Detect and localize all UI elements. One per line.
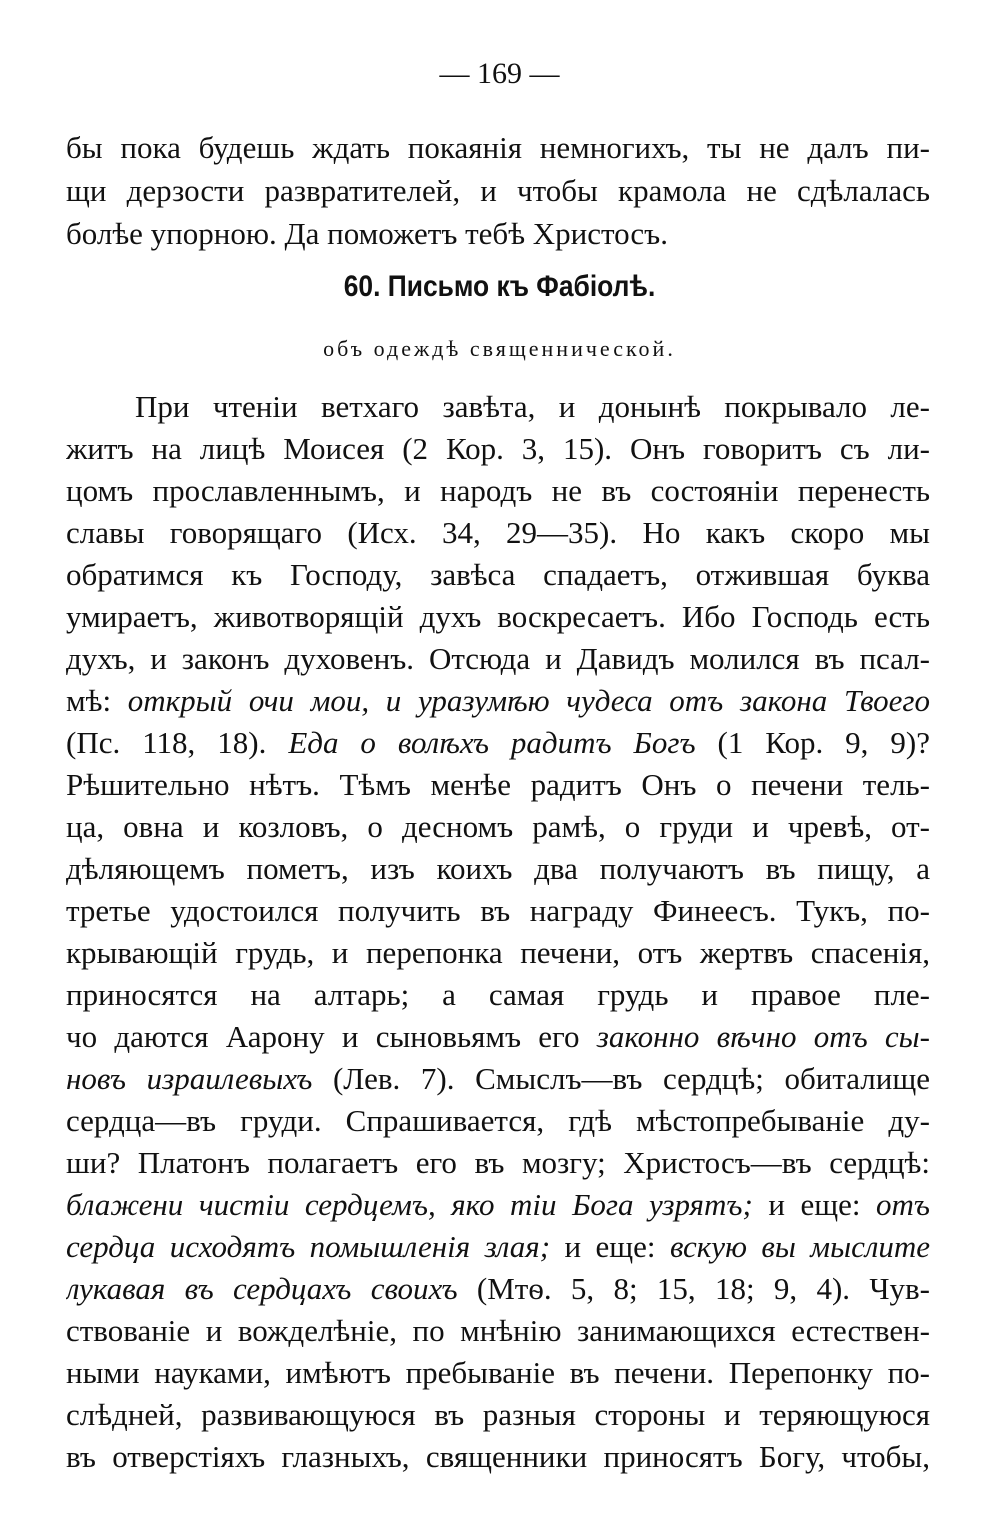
scripture-quote: лукавая въ сердцахъ своихъ <box>66 1271 458 1306</box>
scripture-quote: отъ <box>876 1187 930 1222</box>
paragraph-line <box>66 1226 930 1268</box>
plain-text: (Мтѳ. 5, 8; 15, 18; 9, 4). Чув- <box>457 1271 930 1306</box>
paragraph-line: въ отверстіяхъ глазныхъ, священники приносятъ Богу, чтобы, <box>66 1439 930 1474</box>
plain-text: (1 Кор. 9, 9)? <box>695 725 930 760</box>
paragraph-line: обратимся къ Господу, завѣса спадаетъ, отжившая буква <box>66 557 930 592</box>
paragraph-line: приносятся на алтарь; а самая грудь и правое пле- <box>66 977 930 1012</box>
scripture-quote: сердца исходятъ помышленія злая; <box>66 1229 551 1264</box>
paragraph-line: ными науками, имѣютъ пребываніе въ печени. Перепонку по- <box>66 1355 930 1390</box>
paragraph-line: слѣдней, развивающуюся въ разныя стороны и теряющуюся <box>66 1397 930 1432</box>
paragraph-line: славы говорящаго (Исх. 34, 29—35). Но какъ скоро мы <box>66 515 930 550</box>
paragraph-line: Рѣшительно нѣтъ. Тѣмъ менѣе радитъ Онъ о печени тель- <box>66 767 930 802</box>
paragraph-line <box>66 1016 930 1058</box>
paragraph-line: житъ на лицѣ Моисея (2 Кор. 3, 15). Онъ говоритъ съ ли- <box>66 431 930 466</box>
section-subheading: объ одеждѣ священнической. <box>323 336 676 361</box>
plain-text: чо даются Аарону и сыновьямъ его <box>66 1019 597 1054</box>
paragraph-line <box>66 1184 930 1226</box>
intro-line: щи дерзости развратителей, и чтобы крамола не сдѣлалась <box>66 173 930 208</box>
paragraph-line: духъ, и законъ духовенъ. Отсюда и Давидъ молился въ псал- <box>66 641 930 676</box>
plain-text: и еще: <box>752 1187 877 1222</box>
scripture-quote: открый очи мои, и уразумѣю чудеса отъ закона Твоего <box>127 683 930 718</box>
paragraph-line: ствованіе и вожделѣніе, по мнѣнію занимающихся естествен- <box>66 1313 930 1348</box>
paragraph-line: крывающій грудь, и перепонка печени, отъ жертвъ спасенія, <box>66 935 930 970</box>
page-number: — 169 — <box>439 57 560 90</box>
paragraph-line <box>66 1058 930 1100</box>
scripture-quote: законно вѣчно отъ сы- <box>596 1019 930 1054</box>
paragraph-line: умираетъ, животворящій духъ воскресаетъ. Ибо Господь есть <box>66 599 930 634</box>
paragraph-line <box>66 722 930 764</box>
plain-text: (Лев. 7). Смыслъ—въ сердцѣ; обиталище <box>312 1061 930 1096</box>
paragraph-line <box>66 680 930 722</box>
paragraph-line: сердца—въ груди. Спрашивается, гдѣ мѣстопребываніе ду- <box>66 1103 930 1138</box>
paragraph-line: дѣляющемъ пометъ, изъ коихъ два получаютъ въ пищу, а <box>66 851 930 886</box>
paragraph-line: третье удостоился получить въ награду Финеесъ. Тукъ, по- <box>66 893 930 928</box>
paragraph-line: цомъ прославленнымъ, и народъ не въ состояніи перенесть <box>66 473 930 508</box>
scripture-quote: блажени чистіи сердцемъ, яко тіи Бога узрятъ; <box>66 1187 753 1222</box>
paragraph-line: ши? Платонъ полагаетъ его въ мозгу; Христосъ—въ сердцѣ: <box>66 1145 930 1180</box>
paragraph-line <box>66 1268 930 1310</box>
scripture-quote: Еда о волѣхъ радитъ Богъ <box>288 725 696 760</box>
plain-text: и еще: <box>550 1229 670 1264</box>
intro-line: болѣе упорною. Да поможетъ тебѣ Христосъ. <box>66 216 668 251</box>
scripture-quote: вскую вы мыслите <box>670 1229 930 1264</box>
plain-text: (Пс. 118, 18). <box>66 725 289 760</box>
paragraph-line: При чтеніи ветхаго завѣта, и донынѣ покрывало ле- <box>135 389 930 424</box>
intro-line: бы пока будешь ждать покаянія немногихъ, ты не далъ пи- <box>66 130 930 165</box>
paragraph-line: ца, овна и козловъ, о десномъ рамѣ, о груди и чревѣ, от- <box>66 809 930 844</box>
scripture-quote: новъ израилевыхъ <box>66 1061 313 1096</box>
section-heading: 60. Письмо къ Фабіолѣ. <box>343 270 656 303</box>
plain-text: мѣ: <box>66 683 128 718</box>
